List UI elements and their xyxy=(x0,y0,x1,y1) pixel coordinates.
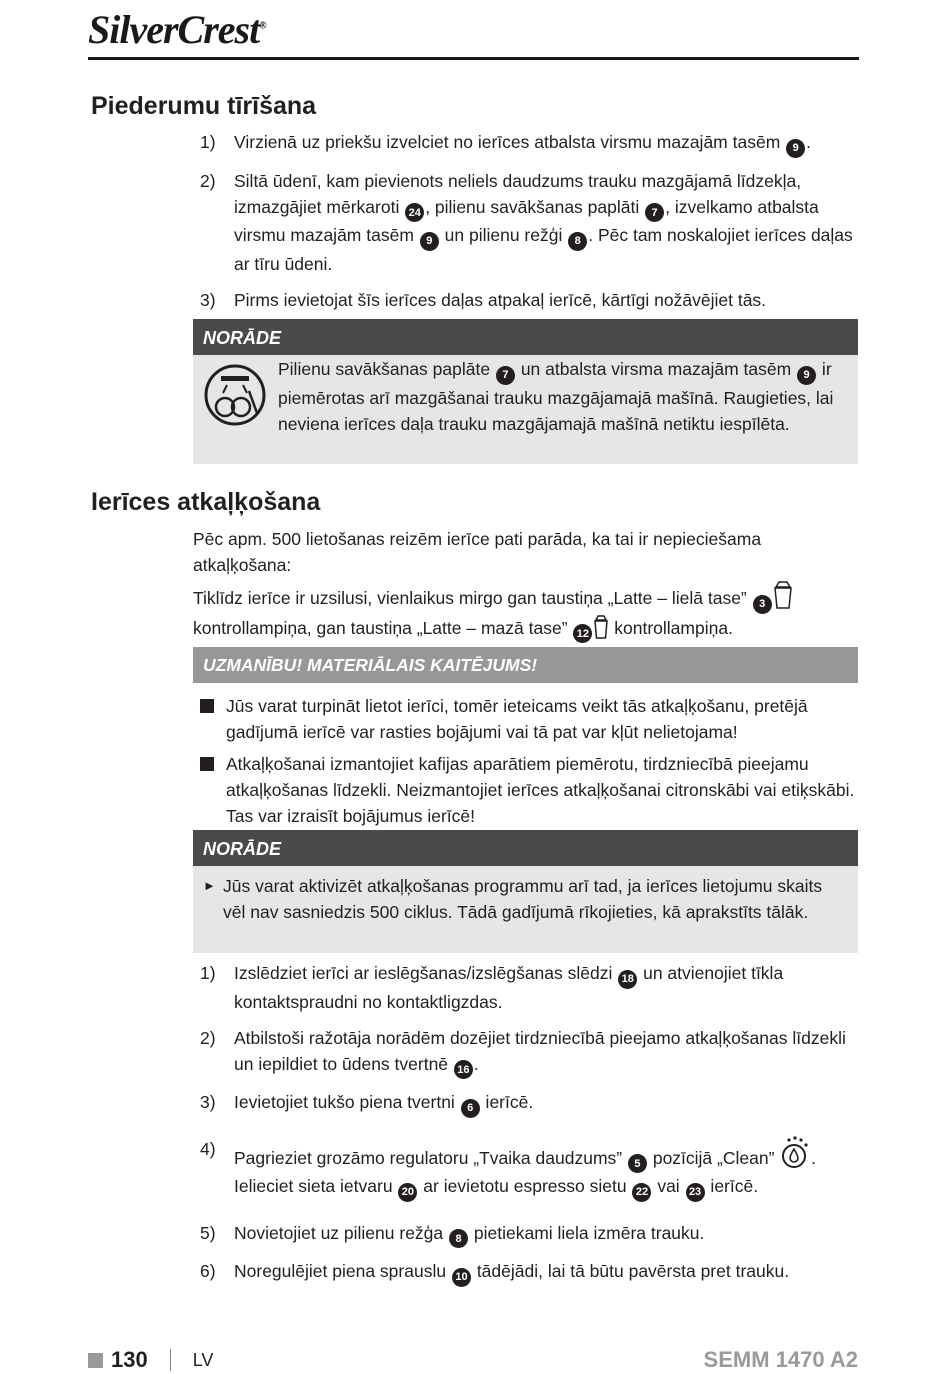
step-item xyxy=(200,129,860,158)
warning-item: Jūs varat turpināt lietot ierīci, tomēr ieteicams veikt tās atkaļķošanu, pretējā gadījumā ierīcē var rasties bojājumi vai tā pat var kļūt nelietojama! xyxy=(200,693,860,745)
page-number: 130 xyxy=(111,1347,148,1372)
note-title: NORĀDE xyxy=(193,830,858,866)
big-cup-icon xyxy=(773,588,793,608)
step-text: Noregulējiet piena sprauslu 10 tādējādi, lai tā būtu pavērsta pret trauku. xyxy=(234,1258,860,1287)
language-code: LV xyxy=(192,1349,214,1370)
reference-number-badge: 18 xyxy=(618,970,637,989)
reference-number-badge: 9 xyxy=(786,139,805,158)
note-box-2 xyxy=(193,830,858,953)
reference-number-badge: 9 xyxy=(797,366,816,385)
step-text: Novietojiet uz pilienu režģa 8 pietiekami liela izmēra trauku. xyxy=(234,1220,860,1249)
bullet-square-icon xyxy=(200,757,214,771)
warning-item: Atkaļķošanai izmantojiet kafijas aparātiem piemērotu, tirdzniecībā pieejamu atkaļķošanas līdzekli. Neizmantojiet ierīces atkaļķošanai citronskābi vai etiķskābi. Tas var izraisīt bojājumus ierīcē! xyxy=(200,751,860,829)
small-cup-icon xyxy=(593,618,609,638)
step-text: Ievietojiet tukšo piena tvertni 6 ierīcē. xyxy=(234,1089,860,1118)
footer-divider xyxy=(170,1349,171,1371)
step-text: Siltā ūdenī, kam pievienots neliels daudzums trauku mazgājamā līdzekļa, izmazgājiet mērkaroti 24 , pilienu savākšanas paplāti 7 , izvelkamo atbalsta virsmu mazajām tasēm 9 un pilienu režģi 8 . Pēc tam noskalojiet ierīces daļas ar tīru ūdeni. xyxy=(234,170,853,274)
arrow-right-icon: ► xyxy=(203,878,216,893)
cleaning-steps xyxy=(200,129,860,323)
reference-number-badge: 6 xyxy=(461,1099,480,1118)
reference-number-badge: 16 xyxy=(454,1060,473,1079)
step-number: 4) xyxy=(200,1138,216,1159)
step-text: Virzienā uz priekšu izvelciet no ierīces atbalsta virsmu mazajām tasēm 9 . xyxy=(234,129,860,158)
descaling-indicator-text: Tiklīdz ierīce ir uzsilusi, vienlaikus mirgo gan taustiņa „Latte – lielā tase” 3 kontrollampiņa, gan taustiņa „Latte – mazā tase” 12 kontrollampiņa. xyxy=(193,580,858,643)
clean-icon xyxy=(779,1148,811,1168)
step-number: 5) xyxy=(200,1222,216,1243)
brand-logo: SilverCrest® xyxy=(88,7,266,52)
reference-number-badge: 24 xyxy=(405,203,424,222)
warning-list xyxy=(200,693,860,835)
reference-number-badge: 8 xyxy=(568,232,587,251)
section-heading-descaling: Ierīces atkaļķošana xyxy=(91,488,321,516)
step-item xyxy=(200,1136,860,1202)
step-item xyxy=(200,168,860,277)
footer-square-icon xyxy=(88,1353,103,1368)
reference-number-badge: 12 xyxy=(573,624,592,643)
reference-number-badge: 3 xyxy=(753,595,772,614)
step-number: 1) xyxy=(200,963,216,983)
step-text: Atbilstoši ražotāja norādēm dozējiet tirdzniecībā pieejamo atkaļķošanas līdzekli un iepildiet to ūdens tvertnē 16 . xyxy=(234,1025,860,1080)
step-item xyxy=(200,960,860,1015)
reference-number-badge: 20 xyxy=(398,1183,417,1202)
step-number: 6) xyxy=(200,1261,216,1281)
footer-page xyxy=(88,1347,213,1373)
step-number: 3) xyxy=(200,1092,216,1112)
step-number: 2) xyxy=(200,1027,216,1048)
reference-number-badge: 7 xyxy=(645,203,664,222)
note-text: ► Jūs varat aktivizēt atkaļķošanas programmu arī tad, ja ierīces lietojumu skaits vēl nav sasniedzis 500 ciklus. Tādā gadījumā rīkojieties, kā aprakstīts tālāk. xyxy=(203,873,848,925)
step-item xyxy=(200,287,860,313)
bullet-square-icon xyxy=(200,699,214,713)
reference-number-badge: 5 xyxy=(628,1154,647,1173)
note-box-1 xyxy=(193,319,858,464)
step-text: Pirms ievietojat šīs ierīces daļas atpakaļ ierīcē, kārtīgi nožāvējiet tās. xyxy=(234,289,767,310)
reference-number-badge: 9 xyxy=(420,232,439,251)
step-item xyxy=(200,1258,860,1287)
reference-number-badge: 10 xyxy=(452,1268,471,1287)
section-heading-cleaning: Piederumu tīrīšana xyxy=(91,92,317,120)
descaling-steps xyxy=(200,960,860,1297)
dishwasher-icon xyxy=(203,363,267,427)
reference-number-badge: 22 xyxy=(632,1183,651,1202)
step-item xyxy=(200,1089,860,1118)
step-text: Pagrieziet grozāmo regulatoru „Tvaika daudzums” 5 pozīcijā „Clean” . Ielieciet sieta ietvaru 20 ar ievietotu espresso sietu 22 vai 23 ierīcē. xyxy=(234,1136,860,1202)
note-text: Pilienu savākšanas paplāte 7 un atbalsta virsma mazajām tasēm 9 ir piemērotas arī mazgāšanai trauku mazgājamajā mašīnā. Raugieties, lai neviena ierīces daļa trauku mazgājamajā mašīnā netiktu iespīlēta. xyxy=(278,359,834,434)
reference-number-badge: 8 xyxy=(449,1229,468,1248)
reference-number-badge: 23 xyxy=(686,1183,705,1202)
step-number: 3) xyxy=(200,289,216,310)
warning-title: UZMANĪBU! MATERIĀLAIS KAITĒJUMS! xyxy=(193,647,858,683)
reference-number-badge: 7 xyxy=(496,366,515,385)
header-rule xyxy=(88,57,859,60)
model-number: SEMM 1470 A2 xyxy=(703,1347,858,1372)
step-number: 1) xyxy=(200,132,216,152)
step-item xyxy=(200,1025,860,1080)
step-item xyxy=(200,1220,860,1249)
step-text: Izslēdziet ierīci ar ieslēgšanas/izslēgšanas slēdzi 18 un atvienojiet tīkla kontaktspraudni no kontaktligzdas. xyxy=(234,963,784,1012)
step-number: 2) xyxy=(200,170,216,191)
descaling-intro: Pēc apm. 500 lietošanas reizēm ierīce pati parāda, ka tai ir nepieciešama atkaļķošana: xyxy=(193,529,762,575)
note-title: NORĀDE xyxy=(193,319,858,355)
